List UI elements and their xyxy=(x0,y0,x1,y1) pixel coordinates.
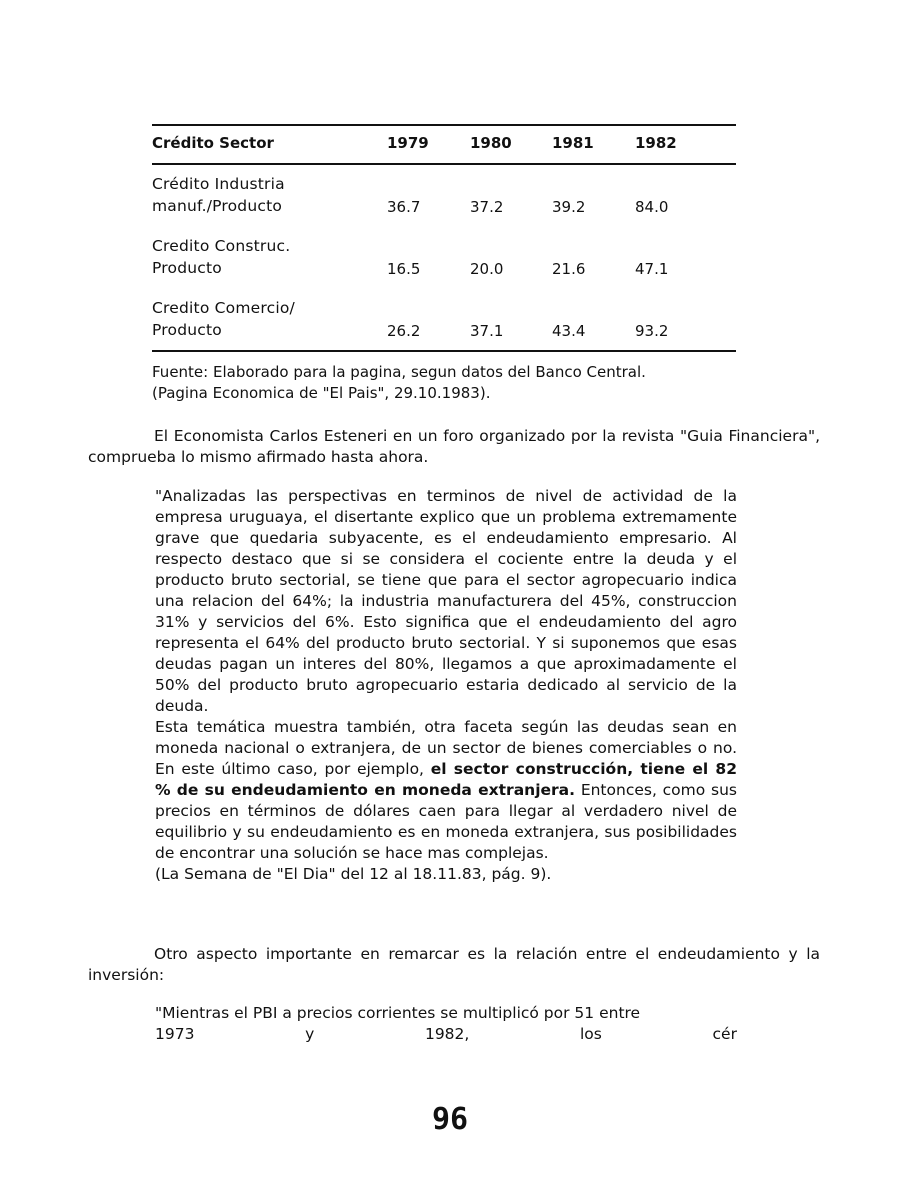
table-cell: 20.0 xyxy=(470,260,504,278)
header-1979: 1979 xyxy=(387,134,429,152)
header-1982: 1982 xyxy=(635,134,677,152)
table-row xyxy=(152,234,736,284)
table-top-rule xyxy=(152,124,736,126)
row-label-line-1: Crédito Industria xyxy=(152,175,285,193)
row-label-line-2: Producto xyxy=(152,321,222,339)
table-cell: 93.2 xyxy=(635,322,669,340)
quote-text: Esta temática muestra también, otra faceta según las deudas sean en moneda nacional o extranjera, de un sector de bienes comerciables o no. En este último caso, por ejemplo, xyxy=(155,718,737,778)
source-note xyxy=(152,362,742,404)
row-label-line-1: Credito Construc. xyxy=(152,237,291,255)
header-label: Crédito Sector xyxy=(152,134,274,152)
table-cell: 43.4 xyxy=(552,322,586,340)
header-1981: 1981 xyxy=(552,134,594,152)
table-cell: 37.2 xyxy=(470,198,504,216)
quote-2-word: 1982, xyxy=(424,1025,470,1043)
quote-bold-text: el sector construcción, tiene el 82 % de su endeudamiento en moneda extranjera. xyxy=(155,760,737,799)
table-cell: 26.2 xyxy=(387,322,421,340)
quote-paragraph-2 xyxy=(155,717,737,864)
table-cell: 37.1 xyxy=(470,322,504,340)
quote-2-line-2 xyxy=(155,1024,737,1045)
table-row xyxy=(152,296,736,346)
row-label-line-2: Producto xyxy=(152,259,222,277)
page-number: 96 xyxy=(431,1102,469,1137)
source-line-1: Fuente: Elaborado para la pagina, segun datos del Banco Central. xyxy=(152,363,646,381)
table-header-rule xyxy=(152,163,736,165)
quote-block-2 xyxy=(155,1003,737,1045)
paragraph-esteneri: El Economista Carlos Esteneri en un foro organizado por la revista "Guia Financiera", comprueba lo mismo afirmado hasta ahora. xyxy=(88,427,820,466)
quote-2-word: y xyxy=(305,1025,315,1043)
row-label-line-2: manuf./Producto xyxy=(152,197,283,215)
header-1980: 1980 xyxy=(470,134,512,152)
quote-2-line-1: "Mientras el PBI a precios corrientes se multiplicó por 51 entre xyxy=(155,1004,641,1022)
table-header-row xyxy=(152,134,736,154)
quote-2-word: los xyxy=(579,1025,602,1043)
table-cell: 84.0 xyxy=(635,198,669,216)
table-row xyxy=(152,172,736,222)
table-cell: 47.1 xyxy=(635,260,669,278)
source-line-2: (Pagina Economica de "El Pais", 29.10.1983). xyxy=(152,384,491,402)
table-cell: 36.7 xyxy=(387,198,421,216)
quote-text: Entonces, como sus precios en términos de dólares caen para llegar al verdadero nivel de equilibrio y su endeudamiento es en moneda extranjera, sus posibilidades de encontrar una solución se hace mas complejas. xyxy=(155,781,737,862)
table-cell: 39.2 xyxy=(552,198,586,216)
quote-citation: (La Semana de "El Dia" del 12 al 18.11.83, pág. 9). xyxy=(155,865,552,883)
row-label-line-1: Credito Comercio/ xyxy=(152,299,295,317)
table-bottom-rule xyxy=(152,350,736,352)
table-cell: 16.5 xyxy=(387,260,421,278)
quote-block-1 xyxy=(155,486,737,885)
quote-2-word: 1973 xyxy=(155,1025,195,1043)
paragraph-inversion: Otro aspecto importante en remarcar es la relación entre el endeudamiento y la inversión: xyxy=(88,945,820,984)
quote-2-word: cér xyxy=(712,1025,737,1043)
quote-paragraph-1: "Analizadas las perspectivas en terminos de nivel de actividad de la empresa uruguaya, el disertante explico que un problema extremamente grave que quedaria subyacente, es el endeudamiento empresario. Al respecto destaco que si se considera el cociente entre la deuda y el producto bruto sectorial, se tiene que para el sector agropecuario indica una relacion del 64%; la industria manufacturera del 45%, construccion 31% y servicios del 6%. Esto significa que el endeudamiento del agro representa el 64% del producto bruto sectorial. Y si suponemos que esas deudas pagan un interes del 80%, llegamos a que aproximadamente el 50% del producto bruto agropecuario estaria dedicado al servicio de la deuda. xyxy=(155,487,737,715)
table-cell: 21.6 xyxy=(552,260,586,278)
